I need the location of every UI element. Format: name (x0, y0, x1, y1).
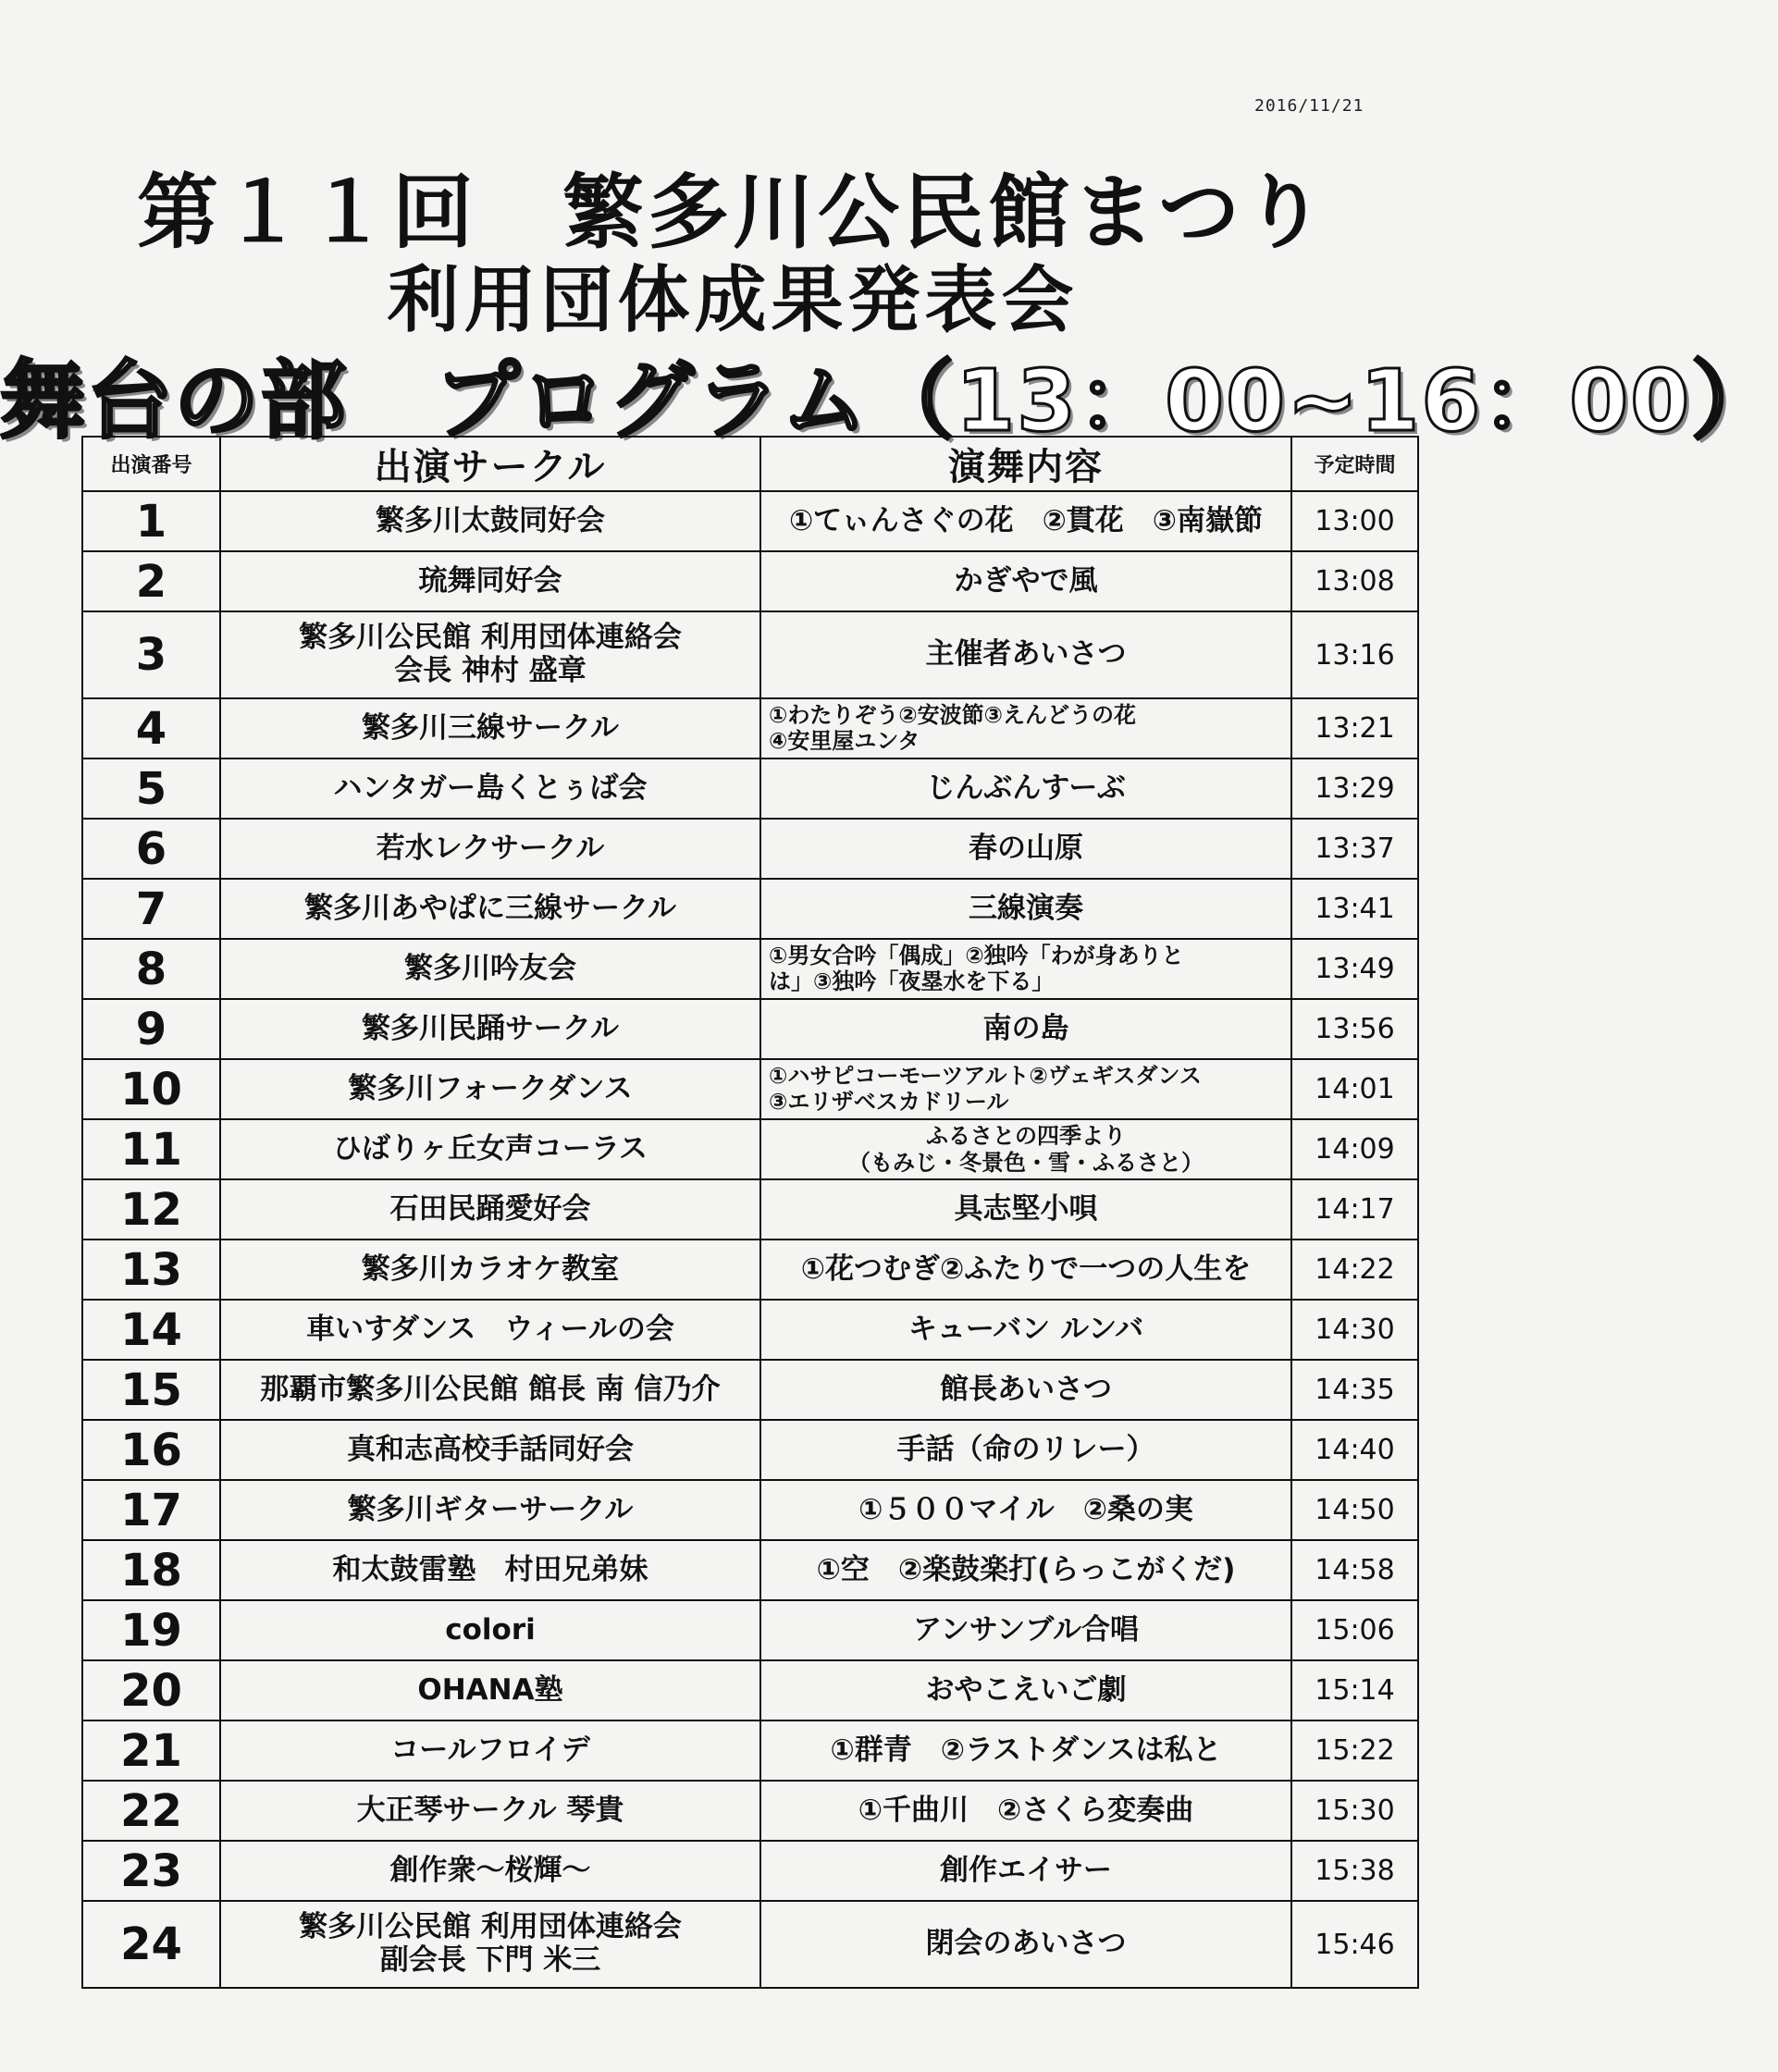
row-circle: 琉舞同好会 (220, 551, 760, 611)
row-content: 手話（命のリレー） (760, 1420, 1291, 1480)
row-number: 3 (82, 611, 220, 698)
row-circle: 和太鼓雷塾 村田兄弟妹 (220, 1540, 760, 1600)
row-time: 14:09 (1291, 1119, 1418, 1179)
row-time: 13:37 (1291, 819, 1418, 879)
table-row (82, 1720, 1418, 1781)
row-circle: 創作衆～桜輝～ (220, 1841, 760, 1901)
row-time: 14:22 (1291, 1240, 1418, 1300)
table-row (82, 1781, 1418, 1841)
row-circle: colori (220, 1600, 760, 1660)
row-content: ①わたりぞう②安波節③えんどうの花 ④安里屋ユンタ (760, 698, 1291, 758)
row-number: 22 (82, 1781, 220, 1841)
row-circle: 繁多川フォークダンス (220, 1059, 760, 1119)
row-content: 館長あいさつ (760, 1360, 1291, 1420)
row-circle: 大正琴サークル 琴貴 (220, 1781, 760, 1841)
row-number: 16 (82, 1420, 220, 1480)
row-content: キューバン ルンバ (760, 1300, 1291, 1360)
row-number: 10 (82, 1059, 220, 1119)
row-time: 13:41 (1291, 879, 1418, 939)
row-time: 13:56 (1291, 999, 1418, 1059)
row-circle: ひばりヶ丘女声コーラス (220, 1119, 760, 1179)
row-number: 12 (82, 1179, 220, 1240)
row-number: 5 (82, 758, 220, 819)
row-time: 14:30 (1291, 1300, 1418, 1360)
row-number: 17 (82, 1480, 220, 1540)
table-row (82, 1360, 1418, 1420)
table-header-row (82, 437, 1418, 491)
row-time: 14:01 (1291, 1059, 1418, 1119)
row-time: 13:29 (1291, 758, 1418, 819)
table-row (82, 879, 1418, 939)
program-table (81, 436, 1419, 1989)
row-circle: コールフロイデ (220, 1720, 760, 1781)
row-number: 9 (82, 999, 220, 1059)
row-time: 14:17 (1291, 1179, 1418, 1240)
row-content: ①空 ②楽鼓楽打(らっこがくだ) (760, 1540, 1291, 1600)
row-time: 14:58 (1291, 1540, 1418, 1600)
row-number: 13 (82, 1240, 220, 1300)
header-number: 出演番号 (82, 437, 220, 491)
row-content: ①５００マイル ②桑の実 (760, 1480, 1291, 1540)
header-time: 予定時間 (1291, 437, 1418, 491)
title-line-3: 舞台の部 プログラム（13：00~16：00） (0, 352, 1778, 450)
row-number: 19 (82, 1600, 220, 1660)
row-time: 13:00 (1291, 491, 1418, 551)
row-circle: 繁多川太鼓同好会 (220, 491, 760, 551)
row-time: 15:14 (1291, 1660, 1418, 1720)
title-line-2: 利用団体成果発表会 (387, 259, 1079, 342)
row-content: 閉会のあいさつ (760, 1901, 1291, 1988)
row-circle: 若水レクサークル (220, 819, 760, 879)
row-time: 13:21 (1291, 698, 1418, 758)
row-time: 13:16 (1291, 611, 1418, 698)
row-content: 創作エイサー (760, 1841, 1291, 1901)
row-content: 主催者あいさつ (760, 611, 1291, 698)
table-row (82, 1841, 1418, 1901)
row-circle: 繁多川民踊サークル (220, 999, 760, 1059)
table-row (82, 1179, 1418, 1240)
row-number: 6 (82, 819, 220, 879)
table-row (82, 698, 1418, 758)
table-row (82, 1240, 1418, 1300)
row-number: 8 (82, 939, 220, 999)
row-number: 4 (82, 698, 220, 758)
row-number: 23 (82, 1841, 220, 1901)
row-content: 三線演奏 (760, 879, 1291, 939)
table-row (82, 758, 1418, 819)
row-content: おやこえいご劇 (760, 1660, 1291, 1720)
row-content: アンサンブル合唱 (760, 1600, 1291, 1660)
row-circle: 車いすダンス ウィールの会 (220, 1300, 760, 1360)
row-circle: 那覇市繁多川公民館 館長 南 信乃介 (220, 1360, 760, 1420)
row-content: ①てぃんさぐの花 ②貫花 ③南嶽節 (760, 491, 1291, 551)
row-content: ①群青 ②ラストダンスは私と (760, 1720, 1291, 1781)
table-row (82, 1119, 1418, 1179)
row-content: じんぶんすーぶ (760, 758, 1291, 819)
header-circle: 出演サークル (220, 437, 760, 491)
row-number: 21 (82, 1720, 220, 1781)
row-time: 15:22 (1291, 1720, 1418, 1781)
print-date: 2016/11/21 (1254, 96, 1364, 116)
row-time: 15:30 (1291, 1781, 1418, 1841)
row-number: 24 (82, 1901, 220, 1988)
row-number: 2 (82, 551, 220, 611)
row-content: ①千曲川 ②さくら変奏曲 (760, 1781, 1291, 1841)
row-number: 18 (82, 1540, 220, 1600)
title-line-1: 第１１回 繁多川公民館まつり (136, 165, 1328, 260)
table-row (82, 1480, 1418, 1540)
table-row (82, 551, 1418, 611)
row-content: 南の島 (760, 999, 1291, 1059)
row-circle: 繁多川ギターサークル (220, 1480, 760, 1540)
header-content: 演舞内容 (760, 437, 1291, 491)
row-circle: 繁多川カラオケ教室 (220, 1240, 760, 1300)
row-content: ①花つむぎ②ふたりで一つの人生を (760, 1240, 1291, 1300)
table-row (82, 1660, 1418, 1720)
table-row (82, 1059, 1418, 1119)
row-circle: 繁多川公民館 利用団体連絡会 副会長 下門 米三 (220, 1901, 760, 1988)
row-content: かぎやで風 (760, 551, 1291, 611)
row-time: 14:35 (1291, 1360, 1418, 1420)
row-content: 具志堅小唄 (760, 1179, 1291, 1240)
row-number: 15 (82, 1360, 220, 1420)
table-row (82, 999, 1418, 1059)
row-number: 7 (82, 879, 220, 939)
row-content: ①ハサピコーモーツアルト②ヴェギスダンス ③エリザベスカドリール (760, 1059, 1291, 1119)
row-time: 15:46 (1291, 1901, 1418, 1988)
table-row (82, 1420, 1418, 1480)
row-content: ふるさとの四季より （もみじ・冬景色・雪・ふるさと） (760, 1119, 1291, 1179)
table-row (82, 1901, 1418, 1988)
row-time: 13:49 (1291, 939, 1418, 999)
row-time: 14:40 (1291, 1420, 1418, 1480)
table-row (82, 1540, 1418, 1600)
table-row (82, 1300, 1418, 1360)
row-circle: 石田民踊愛好会 (220, 1179, 760, 1240)
table-row (82, 939, 1418, 999)
table-row (82, 491, 1418, 551)
row-content: 春の山原 (760, 819, 1291, 879)
row-circle: 繁多川公民館 利用団体連絡会 会長 神村 盛章 (220, 611, 760, 698)
row-number: 20 (82, 1660, 220, 1720)
row-time: 15:38 (1291, 1841, 1418, 1901)
row-time: 14:50 (1291, 1480, 1418, 1540)
row-number: 14 (82, 1300, 220, 1360)
table-row (82, 611, 1418, 698)
row-circle: 繁多川吟友会 (220, 939, 760, 999)
row-circle: OHANA塾 (220, 1660, 760, 1720)
row-number: 1 (82, 491, 220, 551)
row-circle: ハンタガー島くとぅば会 (220, 758, 760, 819)
row-time: 13:08 (1291, 551, 1418, 611)
row-circle: 繁多川三線サークル (220, 698, 760, 758)
table-row (82, 819, 1418, 879)
row-content: ①男女合吟「偶成」②独吟「わが身ありと は」③独吟「夜塁水を下る」 (760, 939, 1291, 999)
row-circle: 繁多川あやぱに三線サークル (220, 879, 760, 939)
table-row (82, 1600, 1418, 1660)
row-time: 15:06 (1291, 1600, 1418, 1660)
row-circle: 真和志高校手話同好会 (220, 1420, 760, 1480)
row-number: 11 (82, 1119, 220, 1179)
